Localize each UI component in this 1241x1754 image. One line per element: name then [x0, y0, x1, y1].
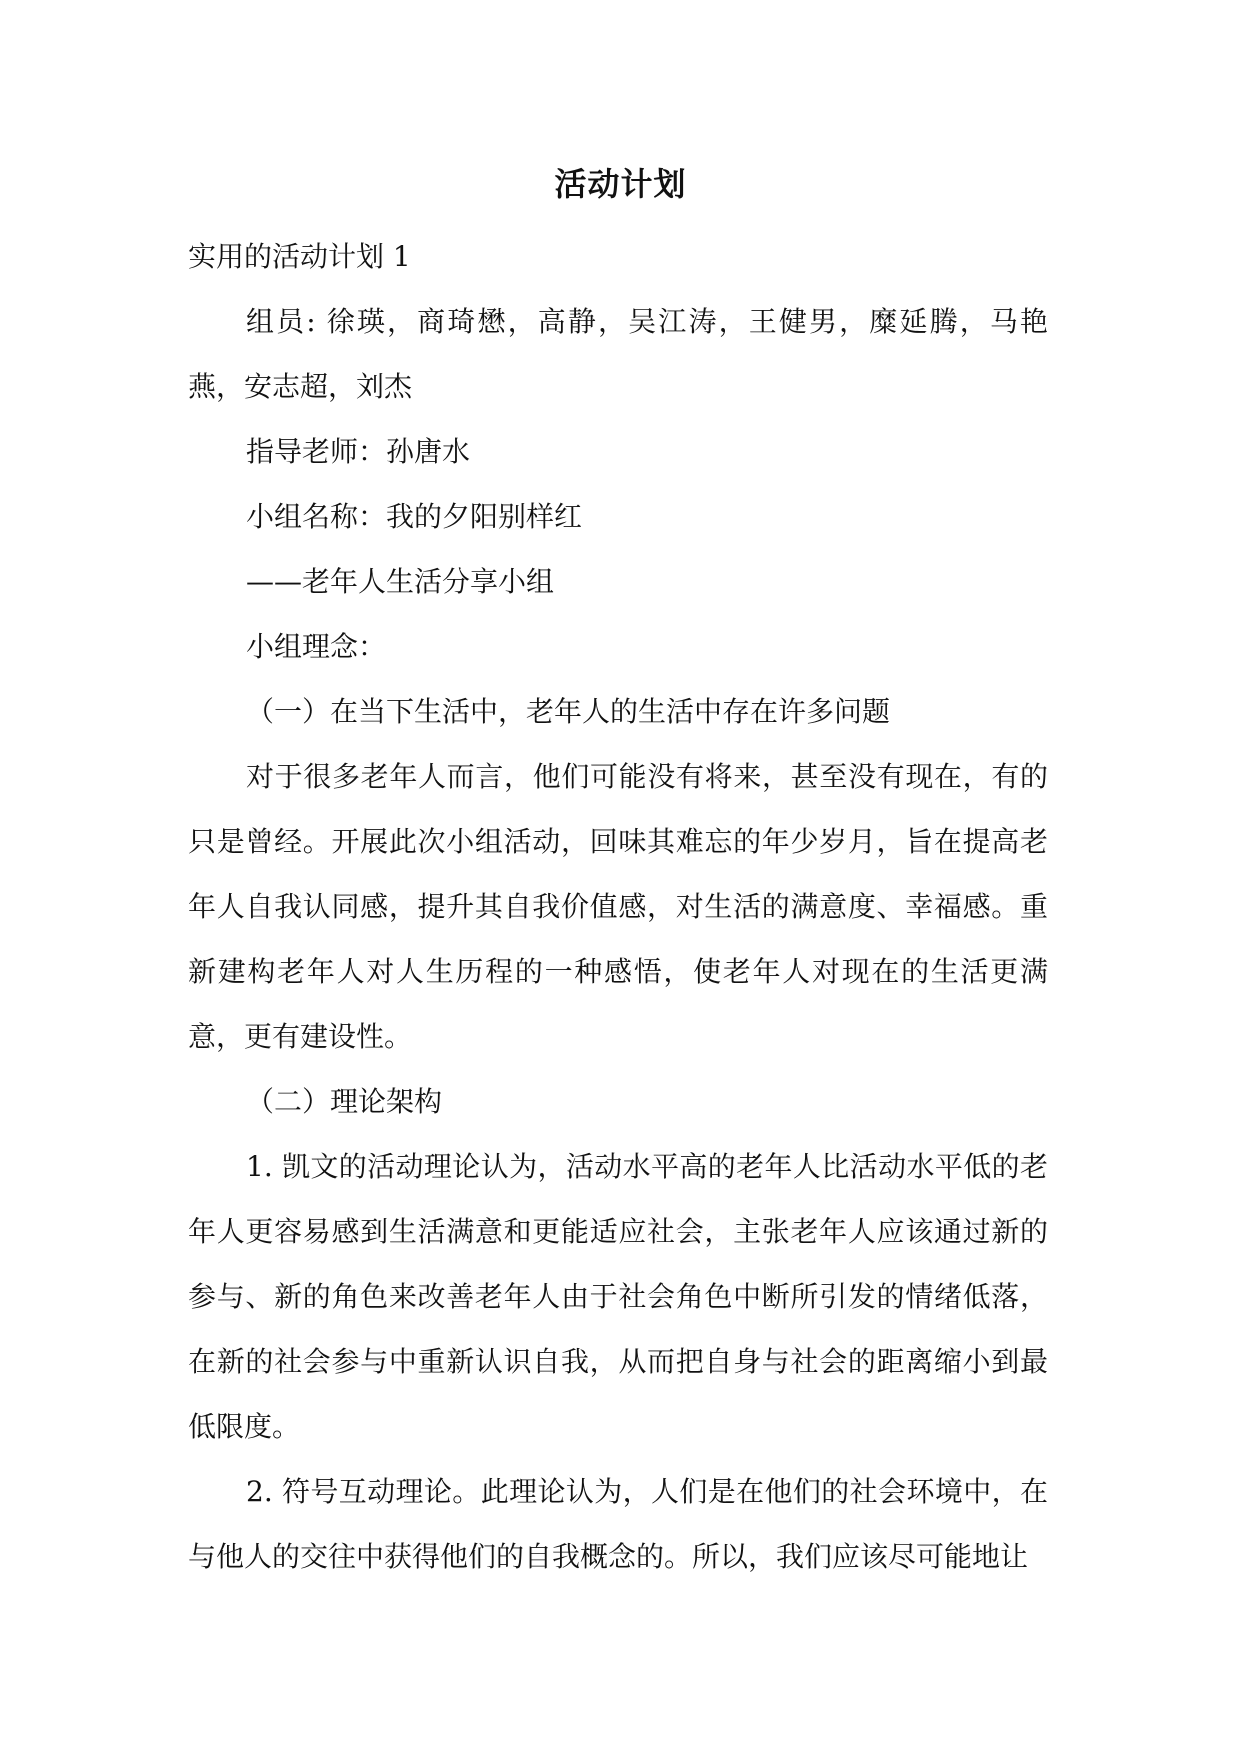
- document-subtitle: 实用的活动计划 1: [188, 240, 411, 273]
- paragraph-concept-heading: 小组理念：: [246, 630, 387, 663]
- paragraph-members: 组员: 徐瑛，商琦懋，高静，吴江涛，王健男，糜延腾，马艳燕，安志超，刘杰: [188, 305, 1048, 403]
- paragraph-activity-theory: 1. 凯文的活动理论认为，活动水平高的老年人比活动水平低的老年人更容易感到生活满意和更能适应社会，主张老年人应该通过新的参与、新的角色来改善老年人由于社会角色中断所引发的情绪低落，在新的社会参与中重新认识自我，从而把自身与社会的距离缩小到最低限度。: [188, 1150, 1048, 1443]
- document-title: 活动计划: [554, 165, 687, 203]
- document-body: [188, 224, 1048, 1589]
- paragraph-section-one-heading: （一）在当下生活中，老年人的生活中存在许多问题: [246, 695, 891, 728]
- paragraph-section-one-body: 对于很多老年人而言，他们可能没有将来，甚至没有现在，有的只是曾经。开展此次小组活动，回味其难忘的年少岁月，旨在提高老年人自我认同感，提升其自我价值感，对生活的满意度、幸福感。重新建构老年人对人生历程的一种感悟，使老年人对现在的生活更满意，更有建设性。: [188, 760, 1048, 1053]
- paragraph-group-subtitle: ——老年人生活分享小组: [246, 565, 555, 598]
- paragraph-symbolic-interaction: 2. 符号互动理论。此理论认为，人们是在他们的社会环境中，在与他人的交往中获得他们的自我概念的。所以，我们应该尽可能地让: [188, 1475, 1048, 1573]
- paragraph-section-two-heading: （二）理论架构: [246, 1085, 443, 1118]
- paragraph-advisor: 指导老师：孙唐水: [246, 435, 471, 468]
- paragraph-group-name: 小组名称：我的夕阳别样红: [246, 500, 583, 533]
